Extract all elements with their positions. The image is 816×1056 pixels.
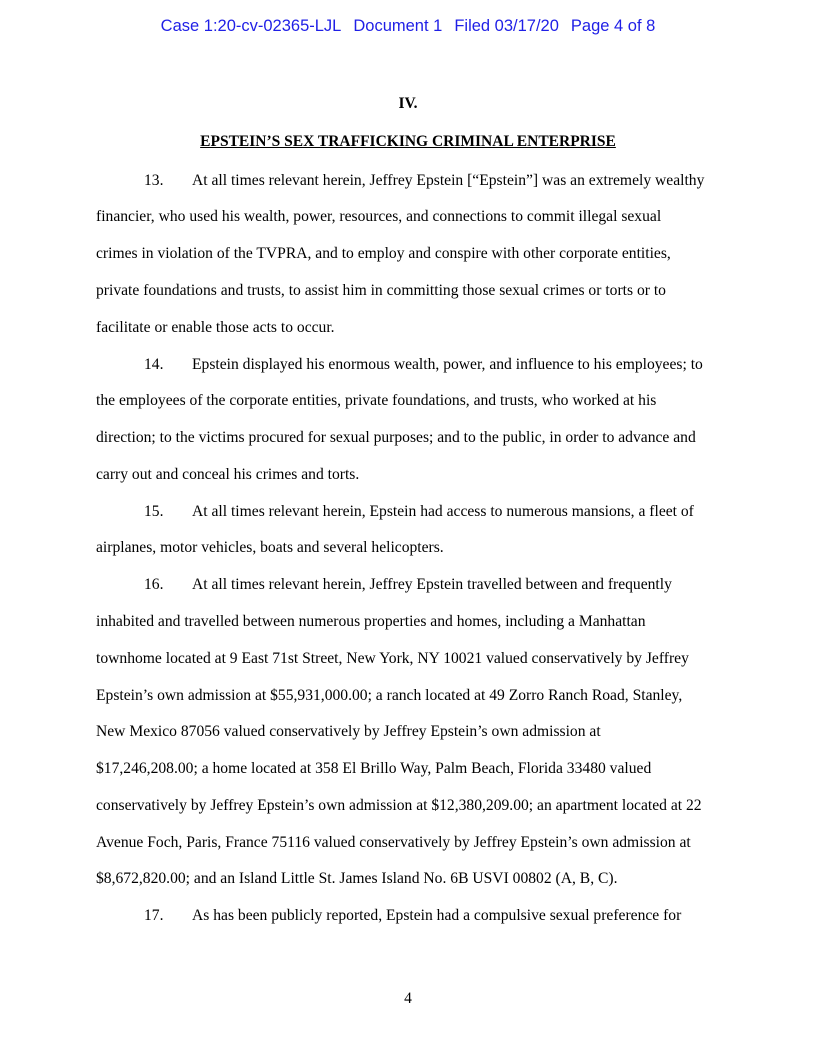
paragraph-16-line bbox=[144, 575, 784, 595]
paragraph-15-line: airplanes, motor vehicles, boats and several helicopters. bbox=[96, 539, 444, 556]
section-title: EPSTEIN’S SEX TRAFFICKING CRIMINAL ENTERPRISE bbox=[200, 133, 616, 150]
filed-date: Filed 03/17/20 bbox=[454, 17, 559, 35]
paragraph-number: 17. bbox=[144, 907, 164, 924]
paragraph-number: 15. bbox=[144, 503, 164, 520]
page-number: 4 bbox=[404, 990, 412, 1007]
paragraph-13-line: financier, who used his wealth, power, resources, and connections to commit illegal sexual bbox=[96, 208, 662, 225]
page-indicator: Page 4 of 8 bbox=[570, 17, 656, 35]
paragraph-16-line: townhome located at 9 East 71st Street, New York, NY 10021 valued conservatively by Jeffrey bbox=[96, 650, 689, 667]
section-number: IV. bbox=[398, 95, 418, 112]
paragraph-14-line: the employees of the corporate entities, private foundations, and trusts, who worked at his bbox=[96, 392, 657, 409]
paragraph-14-line bbox=[144, 355, 784, 375]
paragraph-16-line: $17,246,208.00; a home located at 358 El Brillo Way, Palm Beach, Florida 33480 valued bbox=[96, 760, 652, 777]
paragraph-16-line: inhabited and travelled between numerous properties and homes, including a Manhattan bbox=[96, 613, 646, 630]
paragraph-16-line: Epstein’s own admission at $55,931,000.00; a ranch located at 49 Zorro Ranch Road, Stanley, bbox=[96, 687, 683, 704]
paragraph-number: 13. bbox=[144, 172, 164, 189]
paragraph-16-line: New Mexico 87056 valued conservatively by Jeffrey Epstein’s own admission at bbox=[96, 723, 601, 740]
paragraph-number: 16. bbox=[144, 576, 164, 593]
paragraph-text: At all times relevant herein, Jeffrey Epstein travelled between and frequently bbox=[192, 576, 672, 593]
paragraph-13-line: facilitate or enable those acts to occur. bbox=[96, 319, 335, 336]
paragraph-text: At all times relevant herein, Jeffrey Epstein [“Epstein”] was an extremely wealthy bbox=[192, 172, 705, 189]
paragraph-17-line bbox=[144, 906, 784, 926]
case-number: Case 1:20-cv-02365-LJL bbox=[160, 17, 342, 35]
paragraph-text: As has been publicly reported, Epstein had a compulsive sexual preference for bbox=[192, 907, 682, 924]
paragraph-16-line: $8,672,820.00; and an Island Little St. James Island No. 6B USVI 00802 (A, B, C). bbox=[96, 870, 618, 887]
paragraph-text: At all times relevant herein, Epstein had access to numerous mansions, a fleet of bbox=[192, 503, 694, 520]
paragraph-14-line: direction; to the victims procured for sexual purposes; and to the public, in order to advance and bbox=[96, 429, 696, 446]
paragraph-text: Epstein displayed his enormous wealth, power, and influence to his employees; to bbox=[192, 356, 703, 373]
paragraph-15-line bbox=[144, 502, 784, 522]
paragraph-13-line bbox=[144, 171, 784, 191]
paragraph-number: 14. bbox=[144, 356, 164, 373]
paragraph-14-line: carry out and conceal his crimes and torts. bbox=[96, 466, 360, 483]
paragraph-16-line: conservatively by Jeffrey Epstein’s own admission at $12,380,209.00; an apartment located at 22 bbox=[96, 797, 702, 814]
paragraph-13-line: crimes in violation of the TVPRA, and to employ and conspire with other corporate entities, bbox=[96, 245, 671, 262]
document-number: Document 1 bbox=[353, 17, 443, 35]
paragraph-16-line: Avenue Foch, Paris, France 75116 valued conservatively by Jeffrey Epstein’s own admission at bbox=[96, 834, 691, 851]
ecf-header bbox=[0, 17, 816, 36]
paragraph-13-line: private foundations and trusts, to assist him in committing those sexual crimes or torts or to bbox=[96, 282, 666, 299]
